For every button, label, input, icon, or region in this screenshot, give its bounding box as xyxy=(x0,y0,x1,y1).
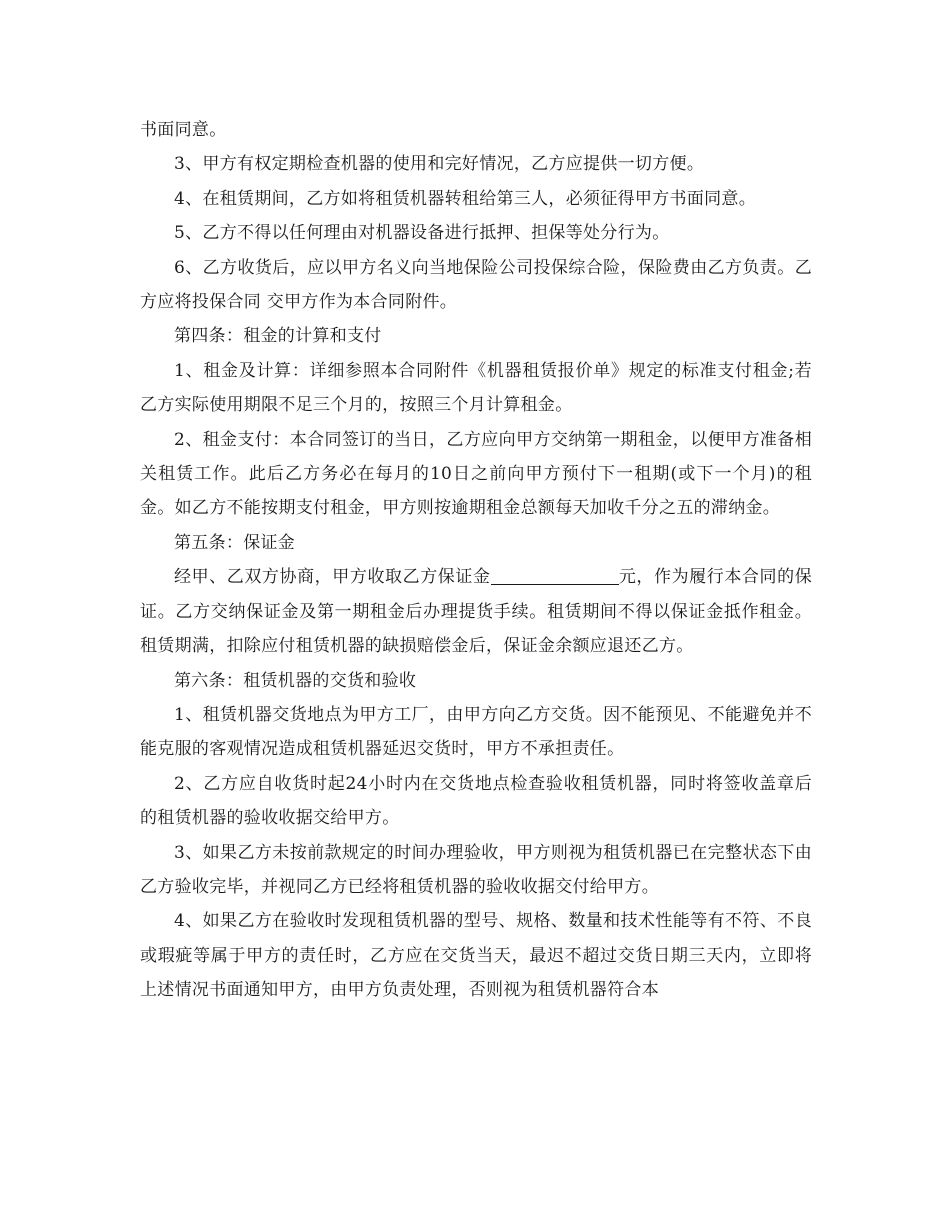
article-5-heading: 第五条：保证金 xyxy=(174,532,296,553)
clause-5-no-mortgage: 5、乙方不得以任何理由对机器设备进行抵押、担保等处分行为。 xyxy=(174,223,670,244)
deposit-amount-blank xyxy=(491,567,619,585)
article-4-clause-1: 1、租金及计算：详细参照本合同附件《机器租赁报价单》规定的标准支付租金;若乙方实际使用期限不足三个月的，按照三个月计算租金。 xyxy=(140,360,812,416)
article-4-clause-2: 2、租金支付：本合同签订的当日，乙方应向甲方交纳第一期租金，以便甲方准备相关租赁工作。此后乙方务必在每月的10日之前向甲方预付下一租期(或下一个月)的租金。如乙方不能按期支付租金，甲方则按逾期租金总额每天加收千分之五的滞纳金。 xyxy=(140,429,812,519)
article-5-deposit-paragraph xyxy=(140,560,812,663)
article-6-clause-3: 3、如果乙方未按前款规定的时间办理验收，甲方则视为租赁机器已在完整状态下由乙方验收完毕，并视同乙方已经将租赁机器的验收收据交付给甲方。 xyxy=(140,842,812,897)
clause-4-sublease: 4、在租赁期间，乙方如将租赁机器转租给第三人，必须征得甲方书面同意。 xyxy=(174,188,757,209)
deposit-text-before: 经甲、乙双方协商，甲方收取乙方保证金 xyxy=(174,567,491,588)
document-body xyxy=(140,113,812,1008)
article-4-heading: 第四条：租金的计算和支付 xyxy=(174,326,382,347)
deposit-text-after: 元，作为履行本合同的保证。乙方交纳保证金及第一期租金后办理提货手续。租赁期间不得以保证金抵作租金。租赁期满，扣除应付租赁机器的缺损赔偿金后，保证金余额应退还乙方。 xyxy=(140,567,812,657)
paragraph-continuation: 书面同意。 xyxy=(140,120,227,140)
clause-6-insurance: 6、乙方收货后，应以甲方名义向当地保险公司投保综合险，保险费由乙方负责。乙方应将投保合同 交甲方作为本合同附件。 xyxy=(140,257,812,313)
article-6-heading: 第六条：租赁机器的交货和验收 xyxy=(174,670,417,691)
clause-3-inspection: 3、甲方有权定期检查机器的使用和完好情况，乙方应提供一切方便。 xyxy=(174,154,705,175)
article-6-clause-2: 2、乙方应自收货时起24小时内在交货地点检查验收租赁机器，同时将签收盖章后的租赁机器的验收收据交给甲方。 xyxy=(140,773,812,829)
article-6-clause-4: 4、如果乙方在验收时发现租赁机器的型号、规格、数量和技术性能等有不符、不良或瑕疵等属于甲方的责任时，乙方应在交货当天，最迟不超过交货日期三天内，立即将上述情况书面通知甲方，由甲方负责处理，否则视为租赁机器符合本 xyxy=(140,911,812,1001)
article-6-clause-1: 1、租赁机器交货地点为甲方工厂，由甲方向乙方交货。因不能预见、不能避免并不能克服的客观情况造成租赁机器延迟交货时，甲方不承担责任。 xyxy=(140,704,812,760)
